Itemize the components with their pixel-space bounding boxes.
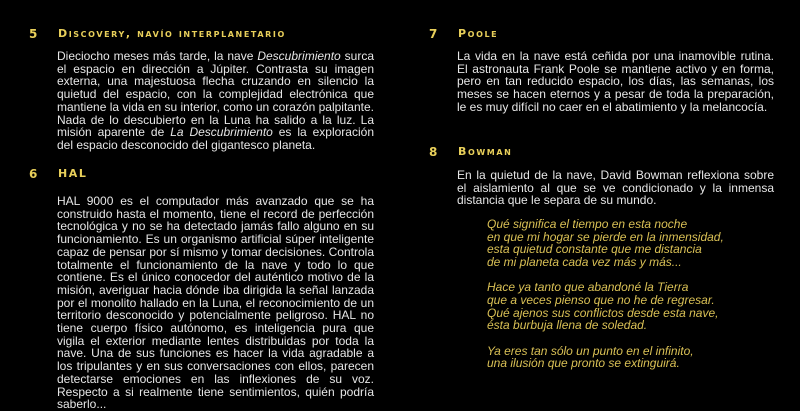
poem-stanza [487,345,787,370]
right-page [400,0,800,400]
section-title: Discovery, navío interplanetario [58,27,286,40]
section-number: 5 [29,27,38,41]
ship-name-italic: Descubrimiento [257,49,341,63]
section-number: 7 [429,27,438,41]
section-heading [0,27,400,43]
poem-line: Qué ajenos sus conflictos desde esta nave, [487,305,719,320]
section-title: HAL [58,167,88,180]
poem-line: de mi planeta cada vez más y más... [487,255,682,270]
poem-line: en que mi hogar se pierde en la inmensidad, [487,229,724,244]
section-bowman [400,145,800,371]
poem-line: Qué significa el tiempo en esta noche [487,217,688,231]
poem-line: Hace ya tanto que abandoné la Tierra [487,280,689,295]
paragraph-text: Dieciocho meses más tarde, la nave [57,49,258,63]
poem-line: Ya eres tan sólo un punto en el infinito, [487,343,694,358]
poem-line: una ilusión que pronto se extinguirá. [487,356,680,371]
section-heading [400,145,800,161]
poem-line: ésta burbuja llena de soledad. [487,318,648,333]
poem-stanza [487,218,787,269]
section-paragraph: HAL 9000 es el computador más avanzado que se ha construido hasta el momento, tiene el record de perfección tecnológica y no se ha detectado jamás fallo alguno en su funcionamiento. Es un organismo artificial súper inteligente capaz de pensar por sí mismo y tomar decisiones. Controla totalmente el funcionamiento de la nave y todo lo que contiene. Es el único conocedor del auténtico motivo de la misión, averiguar hacia dónde iba dirigida la señal lanzada por el monolito hallado en la Luna, el reconocimiento de un territorio desconocido y potencialmente peligroso. HAL no tiene cuerpo físico autónomo, es inteligencia pura que vigila el exterior mediante lentes distribuidas por toda la nave. Una de sus funciones es hacer la vida agradable a los tripulantes y en sus conversaciones con ellos, parecen detectarse emociones en las inflexiones de su voz. Respecto a si realmente tiene sentimientos, quién podría saberlo... [57,194,374,411]
poem-line: que a veces pienso que no he de regresar. [487,293,715,308]
paragraph-text: surca el espacio en dirección a Júpiter. Contrasta su imagen externa, una majestuosa flecha cruzando en silencio la quietud del espacio, con la complejidad electrónica que mantiene la vida en su interior, como un corazón palpitante. Nada de lo descubierto en la Luna ha salido a la luz. La misión aparente de [57,49,374,140]
section-paragraph: En la quietud de la nave, David Bowman reflexiona sobre el aislamiento al que se ve condicionado y la inmensa distancia que le separa de su mundo. [457,168,774,208]
section-heading [0,167,400,183]
poem [487,218,787,383]
section-title: Bowman [458,145,513,158]
section-heading [400,27,800,43]
poem-line: esta quietud constante que me distancia [487,242,702,257]
section-paragraph: La vida en la nave está ceñida por una inamovible rutina. El astronauta Frank Poole se mantiene activo y en forma, pero en tan reducido espacio, los días, las semanas, los meses se hacen eternos y a pesar de toda la preparación, le es muy difícil no caer en el abatimiento y la melancocía. [457,49,774,114]
section-title: Poole [458,27,499,40]
section-hal [0,167,400,411]
ship-name-italic: La Descubrimiento [170,125,273,140]
section-poole [400,27,800,114]
section-number: 8 [429,145,438,159]
section-discovery [0,27,400,152]
paragraph-text: es la exploración del espacio desconocido del gigantesco planeta. [57,125,374,152]
poem-stanza [487,281,787,332]
section-number: 6 [29,167,38,181]
section-paragraph [57,50,374,152]
